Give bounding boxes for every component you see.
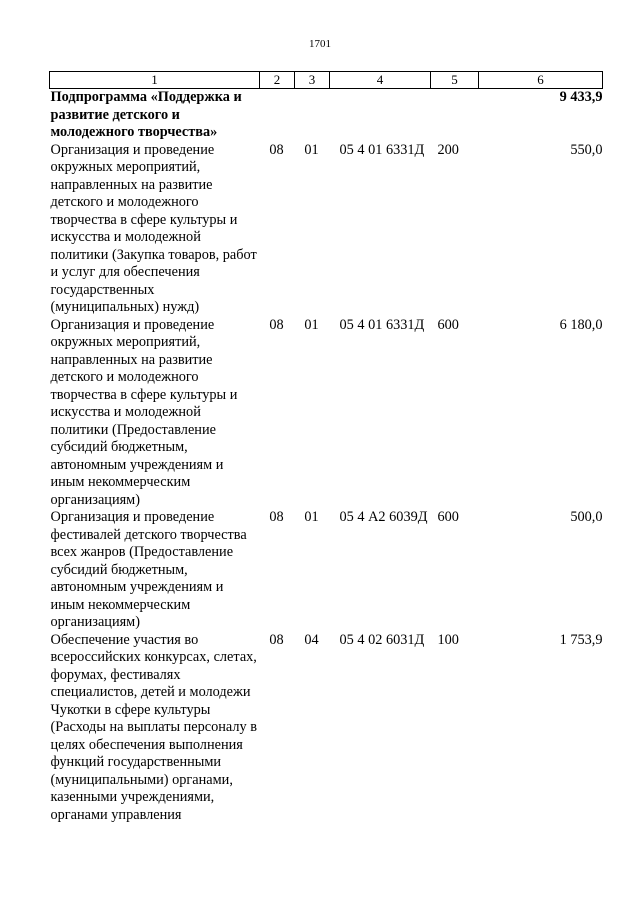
header-col-4: 4 <box>330 72 431 89</box>
row-target-article: 05 4 02 6031Д <box>339 631 425 648</box>
row-amount: 1 753,9 <box>559 631 603 648</box>
table-row <box>50 142 603 317</box>
row-name: Организация и проведение окружных мероприятий, направленных на развитие детского и молодежного творчества в сфере культуры и искусства и молодежной политики (Предоставление субсидий бюджетным, автономным учреждениям и иным некоммерческим организациям) <box>50 316 238 508</box>
row-name: Обеспечение участия во всероссийских конкурсах, слетах, форумах, фестивалях специалистов, детей и молодежи Чукотки в сфере культуры (Расходы на выплаты персоналу в целях обеспечения выполнения функций государственными (муниципальными) органами, казенными учреждениями, органами управления <box>50 631 257 823</box>
table-row <box>50 317 603 510</box>
row-amount: 550,0 <box>570 141 603 158</box>
row-section: 08 <box>269 141 284 158</box>
row-amount: 9 433,9 <box>559 89 603 105</box>
row-target-article: 05 4 01 6331Д <box>339 316 425 333</box>
row-name: Организация и проведение фестивалей детского творчества всех жанров (Предоставление субсидий бюджетным, автономным учреждениям и иным некоммерческим организациям) <box>50 509 247 630</box>
row-amount: 500,0 <box>570 509 603 525</box>
page-number: 1701 <box>309 38 331 50</box>
header-col-2: 2 <box>260 72 295 89</box>
table-row <box>50 632 603 825</box>
row-subsection: 01 <box>304 141 319 158</box>
row-expense-type <box>431 89 479 142</box>
header-row <box>50 72 603 89</box>
row-subsection: 01 <box>304 316 319 333</box>
row-expense-type: 600 <box>437 316 459 333</box>
row-name: Организация и проведение окружных мероприятий, направленных на развитие детского и молодежного творчества в сфере культуры и искусства и молодежной политики (Закупка товаров, работ и услуг для обеспечения государственных (муниципальных) нужд) <box>50 141 257 315</box>
row-amount: 6 180,0 <box>559 316 603 333</box>
row-section: 08 <box>269 631 284 648</box>
row-target-article <box>330 89 431 142</box>
row-subsection: 01 <box>304 509 319 525</box>
row-target-article: 05 4 01 6331Д <box>339 141 425 158</box>
row-expense-type: 200 <box>437 141 459 158</box>
row-subsection: 04 <box>304 631 319 648</box>
subprogram-row <box>50 89 603 142</box>
row-target-article: 05 4 А2 6039Д <box>339 509 428 525</box>
row-section: 08 <box>269 509 284 525</box>
row-expense-type: 100 <box>437 631 459 648</box>
row-name: Подпрограмма «Поддержка и развитие детского и молодежного творчества» <box>50 89 242 140</box>
row-expense-type: 600 <box>437 509 459 525</box>
budget-table <box>49 71 603 824</box>
header-col-1: 1 <box>50 72 260 89</box>
header-col-3: 3 <box>295 72 330 89</box>
row-section: 08 <box>269 316 284 333</box>
row-section <box>260 89 295 142</box>
table-row <box>50 509 603 632</box>
header-col-5: 5 <box>431 72 479 89</box>
header-col-6: 6 <box>479 72 603 89</box>
row-subsection <box>295 89 330 142</box>
